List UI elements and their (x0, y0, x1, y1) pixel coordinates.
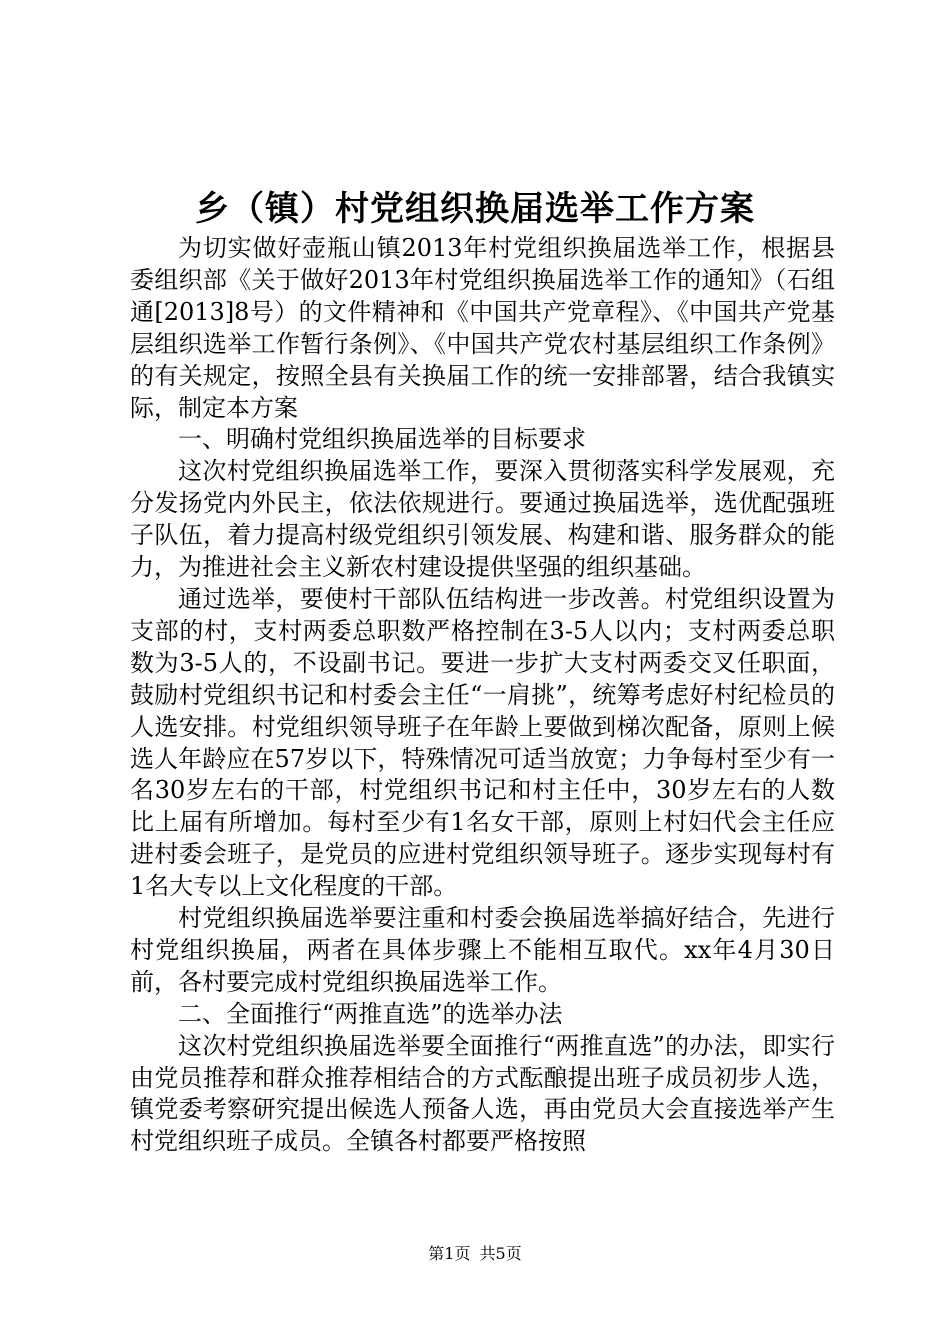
paragraph-structure: 通过选举，要使村干部队伍结构进一步改善。村党组织设置为支部的村，支村两委总职数严格控制在3-5人以内；支村两委总职数为3-5人的，不设副书记。要进一步扩大支村两委交叉任职面，鼓励村党组织书记和村委会主任“一肩挑”，统筹考虑好村纪检员的人选安排。村党组织领导班子在年龄上要做到梯次配备，原则上候选人年龄应在57岁以下，特殊情况可适当放宽；力争每村至少有一名30岁左右的干部，村党组织书记和村主任中，30岁左右的人数比上届有所增加。每村至少有1名女干部，原则上村妇代会主任应进村委会班子，是党员的应进村党组织领导班子。逐步实现每村有1名大专以上文化程度的干部。 (130, 584, 835, 901)
document-title: 乡（镇）村党组织换届选举工作方案 (195, 189, 755, 229)
section-heading-2: 二、全面推行“两推直选”的选举办法 (178, 999, 563, 1028)
paragraph-intro: 为切实做好壶瓶山镇2013年村党组织换届选举工作，根据县委组织部《关于做好2013年村党组织换届选举工作的通知》（石组通[2013]8号）的文件精神和《中国共产党章程》、《中国共产党基层组织选举工作暂行条例》、《中国共产党农村基层组织工作条例》的有关规定，按照全县有关换届工作的统一安排部署，结合我镇实际，制定本方案 (130, 234, 835, 422)
document-body (130, 233, 835, 1158)
section-heading-1: 一、明确村党组织换届选举的目标要求 (178, 425, 586, 454)
paragraph-timeline: 村党组织换届选举要注重和村委会换届选举搞好结合，先进行村党组织换届，两者在具体步骤上不能相互取代。xx年4月30日前，各村要完成村党组织换届选举工作。 (130, 904, 835, 996)
paragraph-goals: 这次村党组织换届选举工作，要深入贯彻落实科学发展观，充分发扬党内外民主，依法依规进行。要通过换届选举，选优配强班子队伍，着力提高村级党组织引领发展、构建和谐、服务群众的能力，为推进社会主义新农村建设提供坚强的组织基础。 (130, 457, 835, 582)
paragraph-method: 这次村党组织换届选举要全面推行“两推直选”的办法，即实行由党员推荐和群众推荐相结合的方式酝酿提出班子成员初步人选，镇党委考察研究提出候选人预备人选，再由党员大会直接选举产生村党组织班子成员。全镇各村都要严格按照 (130, 1031, 835, 1156)
page-number-footer: 第1页 共5页 (428, 1244, 522, 1263)
